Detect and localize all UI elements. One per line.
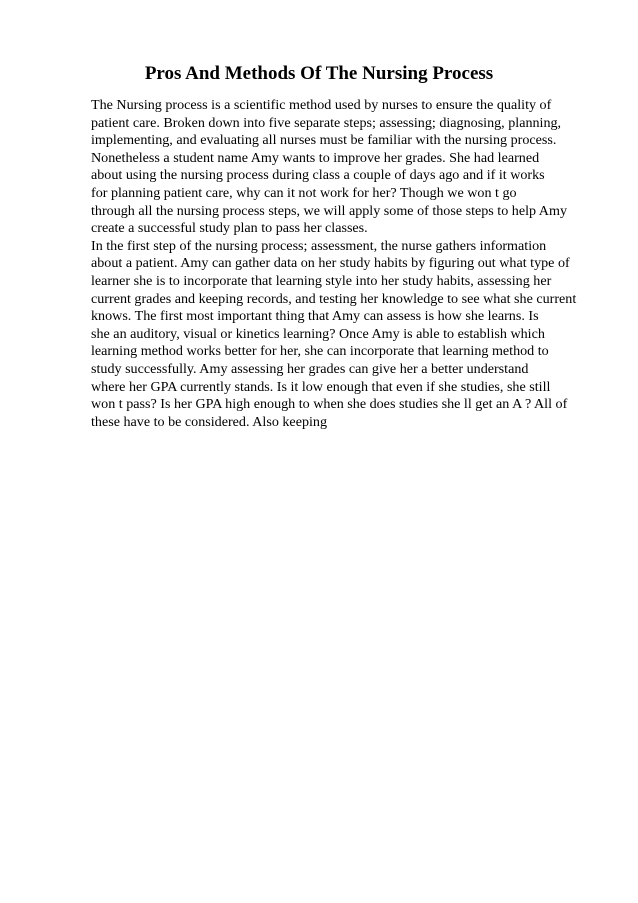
body-line: she an auditory, visual or kinetics learning? Once Amy is able to establish which [91, 325, 545, 342]
body-line: won t pass? Is her GPA high enough to when she does studies she ll get an A ? All of [91, 396, 568, 413]
body-line: Nonetheless a student name Amy wants to improve her grades. She had learned [91, 149, 540, 166]
body-line: learner she is to incorporate that learning style into her study habits, assessing her [91, 272, 552, 289]
body-line: patient care. Broken down into five separate steps; assessing; diagnosing, planning, [91, 114, 562, 131]
body-line: knows. The first most important thing that Amy can assess is how she learns. Is [91, 308, 539, 325]
body-line: current grades and keeping records, and testing her knowledge to see what she current [91, 290, 577, 307]
body-line: In the first step of the nursing process; assessment, the nurse gathers information [91, 237, 547, 254]
body-line: these have to be considered. Also keeping [91, 413, 328, 430]
body-line: study successfully. Amy assessing her grades can give her a better understand [91, 360, 529, 377]
body-line: create a successful study plan to pass her classes. [91, 220, 368, 237]
body-line: about a patient. Amy can gather data on her study habits by figuring out what type of [91, 255, 570, 272]
body-line: learning method works better for her, she can incorporate that learning method to [91, 343, 549, 360]
body-line: about using the nursing process during class a couple of days ago and if it works [91, 167, 545, 184]
body-line: for planning patient care, why can it not work for her? Though we won t go [91, 184, 517, 201]
body-line: through all the nursing process steps, we will apply some of those steps to help Amy [91, 202, 567, 219]
document-title: Pros And Methods Of The Nursing Process [144, 63, 494, 84]
body-line: The Nursing process is a scientific method used by nurses to ensure the quality of [91, 97, 552, 113]
body-line: implementing, and evaluating all nurses must be familiar with the nursing process. [91, 132, 557, 149]
document-body [91, 97, 611, 431]
body-line: where her GPA currently stands. Is it low enough that even if she studies, she still [91, 378, 551, 395]
